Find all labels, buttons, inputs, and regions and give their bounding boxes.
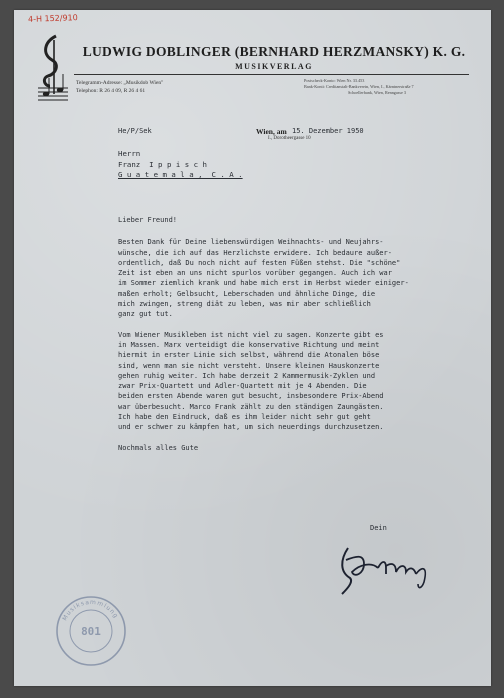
- archive-note: 4-H 152/910: [27, 13, 78, 24]
- reference-code: He/P/Sek: [118, 127, 152, 135]
- recipient-address: [118, 149, 243, 181]
- bank-block: [304, 78, 474, 96]
- phone-numbers: Telephon: R 26 4 09, R 26 4 61: [76, 88, 146, 94]
- letter-paper: [14, 10, 491, 686]
- telegram-address: Telegramm-Adresse: „Musikdob Wien": [76, 80, 164, 86]
- company-subtitle: MUSIKVERLAG: [235, 62, 313, 71]
- header-rule: [74, 74, 469, 75]
- company-name: LUDWIG DOBLINGER (BERNHARD HERZMANSKY) K. G.: [82, 44, 466, 59]
- recipient-line: Franz I p p i s c h: [118, 159, 207, 169]
- letter-date: 15. Dezember 1950: [292, 127, 364, 135]
- place-label: Wien, am: [256, 127, 287, 136]
- stamp-ring-text: Musiksammlung: [61, 598, 120, 622]
- bank-line: Bank-Konti: Creditanstalt-Bankverein, Wien, I., Kärntnerstraße 7: [304, 84, 414, 89]
- street-address: I., Dorotheergasse 10: [268, 136, 311, 141]
- salutation: Lieber Freund!: [118, 216, 178, 224]
- archive-stamp: [54, 594, 128, 668]
- stamp-number: 801: [81, 625, 101, 638]
- contact-block: [76, 79, 163, 95]
- recipient-line: G u a t e m a l a , C . A .: [118, 170, 243, 179]
- recipient-line: Herrn: [118, 149, 141, 158]
- letter-body: [118, 215, 468, 463]
- paragraph: Vom Wiener Musikleben ist nicht viel zu sagen. Konzerte gibt es in Massen. Marx verteidigt die konservative Richtung und meint hiermit in erster Linie sich selbst, während die Atonalen böse sind, wenn man sie nicht versteht. Unsere kleinen Hauskonzerte gehen ruhig weiter. Ich habe derzeit 2 Kammermusik-Zyklen und zwar Prix-Quartett und Adler-Quartett mit je 4 Abenden. Die beiden ersten Abende waren gut besucht, insbesondere Prix-Abend war überbesucht. Marco Frank zählt zu den ständigen Zaungästen. Ich habe den Eindruck, daß es ihm leider nicht sehr gut geht und er schwer zu kämpfen hat, um sich neuerdings durchzusetzen.: [118, 330, 384, 432]
- paragraph: Besten Dank für Deine liebenswürdigen Weihnachts- und Neujahrs- wünsche, die ich auf das Herzlichste erwidere. Ich bedaure außer- ordentlich, daß Du noch nicht auf festen Füßen stehst. Die "schöne" Zeit ist eben an uns nicht spurlos vorüber gegangen. Auch ich war im Sommer ziemlich krank und habe mich erst im Herbst wieder einiger- maßen erholt; Gelbsucht, Leberschaden und ähnliche Dinge, die mich zwingen, streng diät zu leben, was mir aber schließlich ganz gut tut.: [118, 238, 409, 319]
- bank-line: Postscheck-Konto: Wien Nr. 33.453: [304, 78, 365, 83]
- publisher-logo: [36, 34, 70, 104]
- handwritten-signature: [334, 538, 434, 596]
- closing-line: Nochmals alles Gute: [118, 443, 199, 452]
- bank-line: Schoellerbank, Wien, Renngasse 3: [348, 90, 407, 95]
- signoff: Dein: [370, 524, 387, 532]
